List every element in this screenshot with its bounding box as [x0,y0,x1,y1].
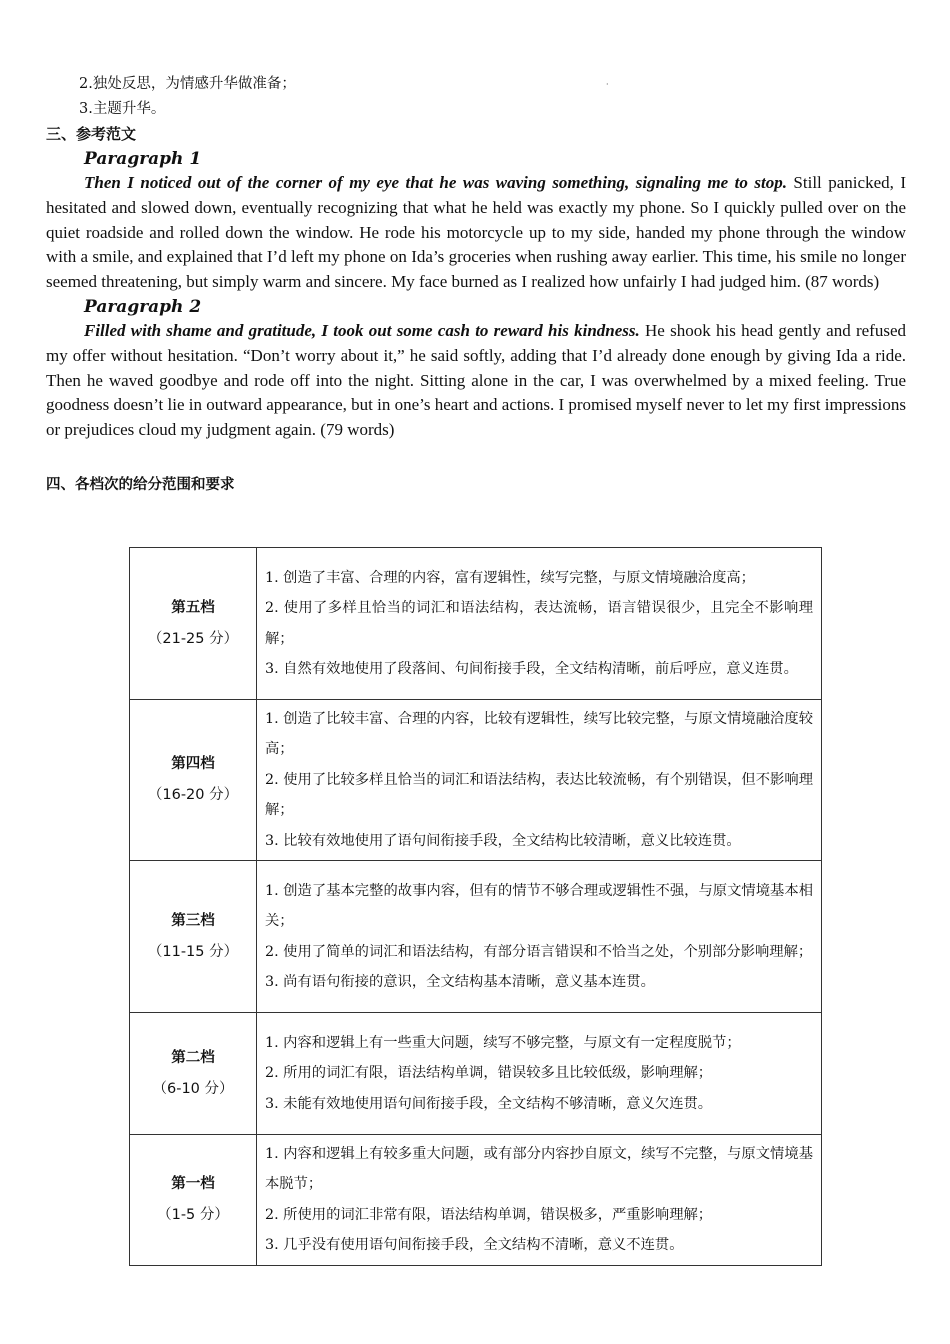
grade-name: 第四档 [171,756,215,773]
criterion: 3. 比较有效地使用了语句间衔接手段，全文结构比较清晰，意义比较连贯。 [265,832,741,849]
grade-level-cell [130,548,257,700]
paragraph-title: Paragraph 2 [84,296,202,317]
stray-dot: · [606,80,609,89]
criterion: 1. 创造了丰富、合理的内容，富有逻辑性，续写完整，与原文情境融洽度高； [265,569,755,586]
paragraph-body: Still panicked, I hesitated and slowed down, eventually recognizing that what he held was exactly my phone. So I quickly pulled over on the quiet roadside and rolled down the window. He rode his motorcycle up to my side, handed my phone through the window with a smile, and explained that I’d left my phone on Ida’s groceries when rushing away earlier. This time, his smile no longer seemed threatening, but simply warm and sincere. My face burned as I realized how unfairly I had judged him. (87 words) [46,173,906,292]
grade-criteria-cell [257,1013,822,1135]
intro-item: 3.主题升华。 [79,101,166,117]
grade-range: （1-5 分） [157,1206,229,1223]
grade-criteria-cell [257,861,822,1013]
criterion: 1. 内容和逻辑上有较多重大问题，或有部分内容抄自原文，续写不完整，与原文情境基本脱节； [265,1146,813,1193]
grade-name: 第五档 [171,599,215,616]
grade-criteria-cell [257,700,822,861]
paragraph-text [46,171,906,295]
grade-range: （11-15 分） [147,943,239,960]
criterion: 2. 所用的词汇有限，语法结构单调，错误较多且比较低级，影响理解； [265,1065,713,1082]
grading-table [129,547,822,1266]
grade-level-cell [130,700,257,861]
criterion: 2. 所使用的词汇非常有限，语法结构单调，错误极多，严重影响理解； [265,1206,713,1223]
grade-criteria-cell [257,1135,822,1266]
criterion: 1. 内容和逻辑上有一些重大问题，续写不够完整，与原文有一定程度脱节； [265,1034,741,1051]
criterion: 1. 创造了基本完整的故事内容，但有的情节不够合理或逻辑性不强，与原文情境基本相关； [265,882,813,930]
grade-name: 第一档 [171,1175,215,1192]
grade-level-cell [130,861,257,1013]
paragraph-title: Paragraph 1 [84,149,202,169]
table-row [130,548,822,700]
criterion: 2. 使用了比较多样且恰当的词汇和语法结构，表达比较流畅，有个别错误，但不影响理解； [265,771,813,819]
grade-level-cell [130,1013,257,1135]
table-row [130,861,822,1013]
section4-heading: 四、各档次的给分范围和要求 [46,476,235,493]
grade-name: 第三档 [171,912,215,929]
grade-range: （16-20 分） [147,787,239,804]
criterion: 3. 自然有效地使用了段落间、句间衔接手段，全文结构清晰，前后呼应，意义连贯。 [265,660,798,677]
paragraph-lead-sentence: Filled with shame and gratitude, I took out some cash to reward his kindness. [84,320,640,340]
criterion: 3. 尚有语句衔接的意识，全文结构基本清晰，意义基本连贯。 [265,973,655,990]
section3-heading: 三、参考范文 [46,125,137,143]
table-row [130,1135,822,1266]
criterion: 3. 几乎没有使用语句间衔接手段，全文结构不清晰，意义不连贯。 [265,1237,684,1254]
grade-name: 第二档 [171,1049,215,1066]
table-row [130,1013,822,1135]
table-row [130,700,822,861]
paragraph-lead-sentence: Then I noticed out of the corner of my eye that he was waving something, signaling me to stop. [84,173,787,192]
criterion: 1. 创造了比较丰富、合理的内容，比较有逻辑性，续写比较完整，与原文情境融洽度较高； [265,711,813,758]
criterion: 2. 使用了简单的词汇和语法结构，有部分语言错误和不恰当之处，个别部分影响理解； [265,943,813,960]
grade-level-cell [130,1135,257,1266]
paragraph-body: He shook his head gently and refused my offer without hesitation. “Don’t worry about it,” he said softly, adding that I’d already done enough by giving Ida a ride. Then he waved goodbye and rode off into the night. Sitting alone in the car, I was overwhelmed by a mixed feeling. True goodness doesn’t lie in outward appearance, but in one’s heart and actions. I promised myself never to let my first impressions or prejudices cloud my judgment again. (79 words) [46,320,906,440]
grade-criteria-cell [257,548,822,700]
grade-range: （21-25 分） [147,630,239,647]
criterion: 3. 未能有效地使用语句间衔接手段，全文结构不够清晰，意义欠连贯。 [265,1095,713,1112]
document-page [46,72,906,496]
intro-item: 2.独处反思，为情感升华做准备； [79,76,296,92]
grade-range: （6-10 分） [152,1080,234,1097]
criterion: 2. 使用了多样且恰当的词汇和语法结构，表达流畅，语言错误很少，且完全不影响理解； [265,600,813,647]
paragraph-text [46,319,906,443]
